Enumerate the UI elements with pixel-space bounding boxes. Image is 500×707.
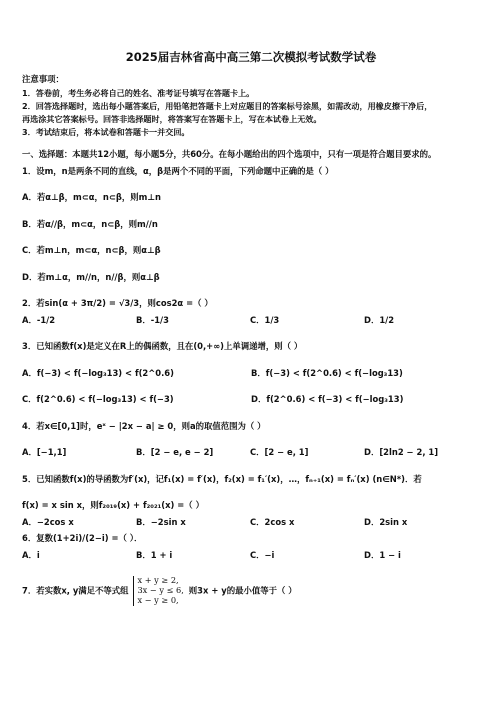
option-d: D．2sin x bbox=[364, 516, 408, 527]
option-c: C．[2 − e, 1] bbox=[250, 447, 309, 458]
option-a: A．i bbox=[22, 549, 40, 560]
question-stem: 6．复数(1+2i)/(2−i) =（ ）． bbox=[22, 533, 143, 544]
question-7 bbox=[22, 576, 480, 606]
option-a: A．−2cos x bbox=[22, 516, 74, 527]
inequality-line: x + y ≥ 2, bbox=[137, 575, 179, 586]
notice-line: 2．回答选择题时，选出每小题答案后，用铅笔把答题卡上对应题目的答案标号涂黑，如需改动，用橡皮擦干净后， bbox=[22, 100, 433, 111]
question-stem: 5．已知函数f(x)的导函数为f′(x)，记f₁(x) = f′(x)，f₂(x) = f₁′(x)，…，fₙ₊₁(x) = fₙ′(x) (n∈N*)．若 bbox=[22, 473, 422, 484]
options-row bbox=[22, 447, 480, 458]
option-a: A．[−1,1] bbox=[22, 447, 67, 458]
option-c: C．1/3 bbox=[250, 314, 280, 325]
option-a: A．-1/2 bbox=[22, 314, 56, 325]
exam-title: 2025届吉林省高中高三第二次模拟考试数学试卷 bbox=[125, 50, 377, 64]
question-stem-continued: f(x) = x sin x，则f₂₀₁₉(x) + f₂₀₂₁(x) =（ ） bbox=[22, 500, 204, 511]
option-d: D．[2ln2 − 2, 1] bbox=[364, 447, 439, 458]
option-c: C．2cos x bbox=[250, 516, 295, 527]
question-stem: 3．已知函数f(x)是定义在R上的偶函数，且在(0,+∞)上单调递增，则（ ） bbox=[22, 341, 303, 352]
option-d: D．若m⊥α，m//n，n//β，则α⊥β bbox=[22, 271, 160, 282]
question-3 bbox=[22, 341, 480, 405]
option-d: D．1 − i bbox=[364, 549, 401, 560]
option-c: C．f(2^0.6) < f(−log₃13) < f(−3) bbox=[22, 394, 174, 405]
options-row bbox=[22, 368, 480, 379]
options-row bbox=[22, 315, 480, 326]
option-d: D．1/2 bbox=[364, 314, 395, 325]
question-2 bbox=[22, 298, 480, 325]
notice-line: 再选涂其它答案标号。回答非选择题时，将答案写在答题卡上，写在本试卷上无效。 bbox=[22, 114, 322, 125]
inequality-system bbox=[133, 576, 183, 606]
options-row bbox=[22, 517, 480, 528]
question-stem-suffix: 则3x + y的最小值等于（ ） bbox=[188, 585, 297, 596]
option-b: B．f(−3) < f(2^0.6) < f(−log₃13) bbox=[251, 367, 403, 378]
question-stem: 1．设m，n是两条不同的直线，α，β是两个不同的平面，下列命题中正确的是（ ） bbox=[22, 165, 334, 176]
inequality-line: x − y ≥ 0, bbox=[137, 595, 179, 605]
option-b: B．[2 − e, e − 2] bbox=[136, 447, 214, 458]
option-b: B．1 + i bbox=[136, 549, 173, 560]
option-b: B．−2sin x bbox=[136, 516, 186, 527]
option-d: D．f(2^0.6) < f(−3) < f(−log₃13) bbox=[251, 394, 404, 405]
notice-block bbox=[22, 74, 480, 137]
question-1 bbox=[22, 166, 480, 283]
section-heading: 一、选择题：本题共12小题，每小题5分，共60分。在每小题给出的四个选项中，只有一项是符合题目要求的。 bbox=[22, 149, 437, 160]
question-stem: 4．若x∈[0,1]时，eˣ − |2x − a| ≥ 0，则a的取值范围为（ ） bbox=[22, 420, 266, 431]
notice-line: 1．答卷前，考生务必将自己的姓名、准考证号填写在答题卡上。 bbox=[22, 87, 255, 98]
option-a: A．若α⊥β，m⊂α，n⊂β，则m⊥n bbox=[22, 192, 161, 203]
option-b: B．-1/3 bbox=[136, 314, 169, 325]
option-c: C．若m⊥n，m⊂α，n⊂β，则α⊥β bbox=[22, 245, 161, 256]
question-4 bbox=[22, 421, 480, 458]
inequality-line: 3x − y ≤ 6, bbox=[137, 585, 184, 596]
option-b: B．若α//β，m⊂α，n⊂β，则m//n bbox=[22, 218, 158, 229]
options-row bbox=[22, 394, 480, 405]
options-row bbox=[22, 550, 480, 561]
notice-heading: 注意事项： bbox=[22, 74, 64, 85]
question-5 bbox=[22, 474, 480, 528]
question-stem: 2．若sin(α + 3π/2) = √3/3，则cos2α =（ ） bbox=[22, 298, 213, 309]
question-6 bbox=[22, 533, 480, 560]
question-stem-prefix: 7．若实数x, y满足不等式组 bbox=[22, 585, 129, 596]
notice-line: 3．考试结束后，将本试卷和答题卡一并交回。 bbox=[22, 127, 190, 138]
option-c: C．−i bbox=[250, 549, 275, 560]
exam-page bbox=[22, 50, 480, 612]
option-a: A．f(−3) < f(−log₃13) < f(2^0.6) bbox=[22, 367, 174, 378]
